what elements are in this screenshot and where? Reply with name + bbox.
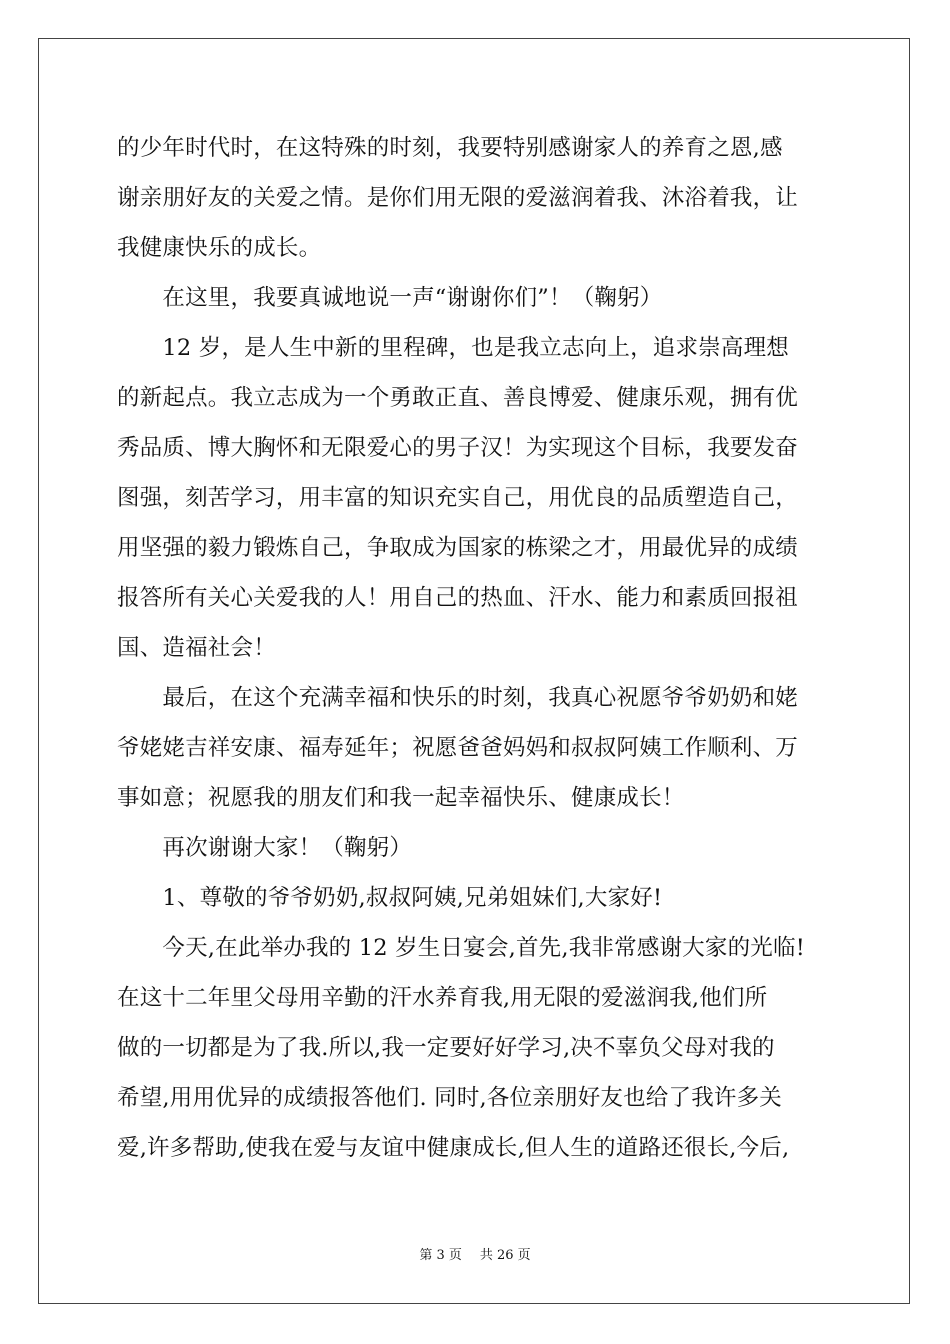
text-line: 的新起点。我立志成为一个勇敢正直、善良博爱、健康乐观，拥有优 <box>117 385 799 411</box>
text-line: 12 岁，是人生中新的里程碑，也是我立志向上，追求崇高理想 <box>117 335 789 361</box>
text-line: 事如意；祝愿我的朋友们和我一起幸福快乐、健康成长！ <box>117 785 685 811</box>
page-footer <box>0 1248 950 1264</box>
text-line: 图强，刻苦学习，用丰富的知识充实自己，用优良的品质塑造自己， <box>117 485 799 511</box>
page-number-current: 第 3 页 <box>419 1248 462 1263</box>
text-line: 我健康快乐的成长。 <box>117 235 322 261</box>
text-line: 用坚强的毅力锻炼自己，争取成为国家的栋梁之才，用最优异的成绩 <box>117 535 799 561</box>
text-line: 做的一切都是为了我.所以,我一定要好好学习,决不辜负父母对我的 <box>117 1035 775 1061</box>
text-line: 谢亲朋好友的关爱之情。是你们用无限的爱滋润着我、沐浴着我，让 <box>117 185 799 211</box>
text-line: 在这十二年里父母用辛勤的汗水养育我,用无限的爱滋润我,他们所 <box>117 985 768 1011</box>
text-line: 在这里，我要真诚地说一声“谢谢你们”！（鞠躬） <box>117 285 663 311</box>
page-number-total: 共 26 页 <box>479 1248 531 1263</box>
text-line: 国、造福社会！ <box>117 635 276 661</box>
text-line: 希望,用用优异的成绩报答他们. 同时,各位亲朋好友也给了我许多关 <box>117 1085 783 1111</box>
text-line: 再次谢谢大家！（鞠躬） <box>117 835 413 861</box>
text-line: 的少年时代时，在这特殊的时刻，我要特别感谢家人的养育之恩,感 <box>117 135 783 161</box>
text-line: 爱,许多帮助,使我在爱与友谊中健康成长,但人生的道路还很长,今后, <box>117 1135 790 1161</box>
text-line: 今天,在此举办我的 12 岁生日宴会,首先,我非常感谢大家的光临! <box>117 935 805 961</box>
text-line: 爷姥姥吉祥安康、福寿延年；祝愿爸爸妈妈和叔叔阿姨工作顺利、万 <box>117 735 799 761</box>
page-border <box>38 38 910 1304</box>
text-line: 1、尊敬的爷爷奶奶,叔叔阿姨,兄弟姐妹们,大家好! <box>117 885 663 911</box>
text-line: 最后，在这个充满幸福和快乐的时刻，我真心祝愿爷爷奶奶和姥 <box>117 685 799 711</box>
text-line: 秀品质、博大胸怀和无限爱心的男子汉！为实现这个目标，我要发奋 <box>117 435 799 461</box>
text-line: 报答所有关心关爱我的人！用自己的热血、汗水、能力和素质回报祖 <box>117 585 799 611</box>
